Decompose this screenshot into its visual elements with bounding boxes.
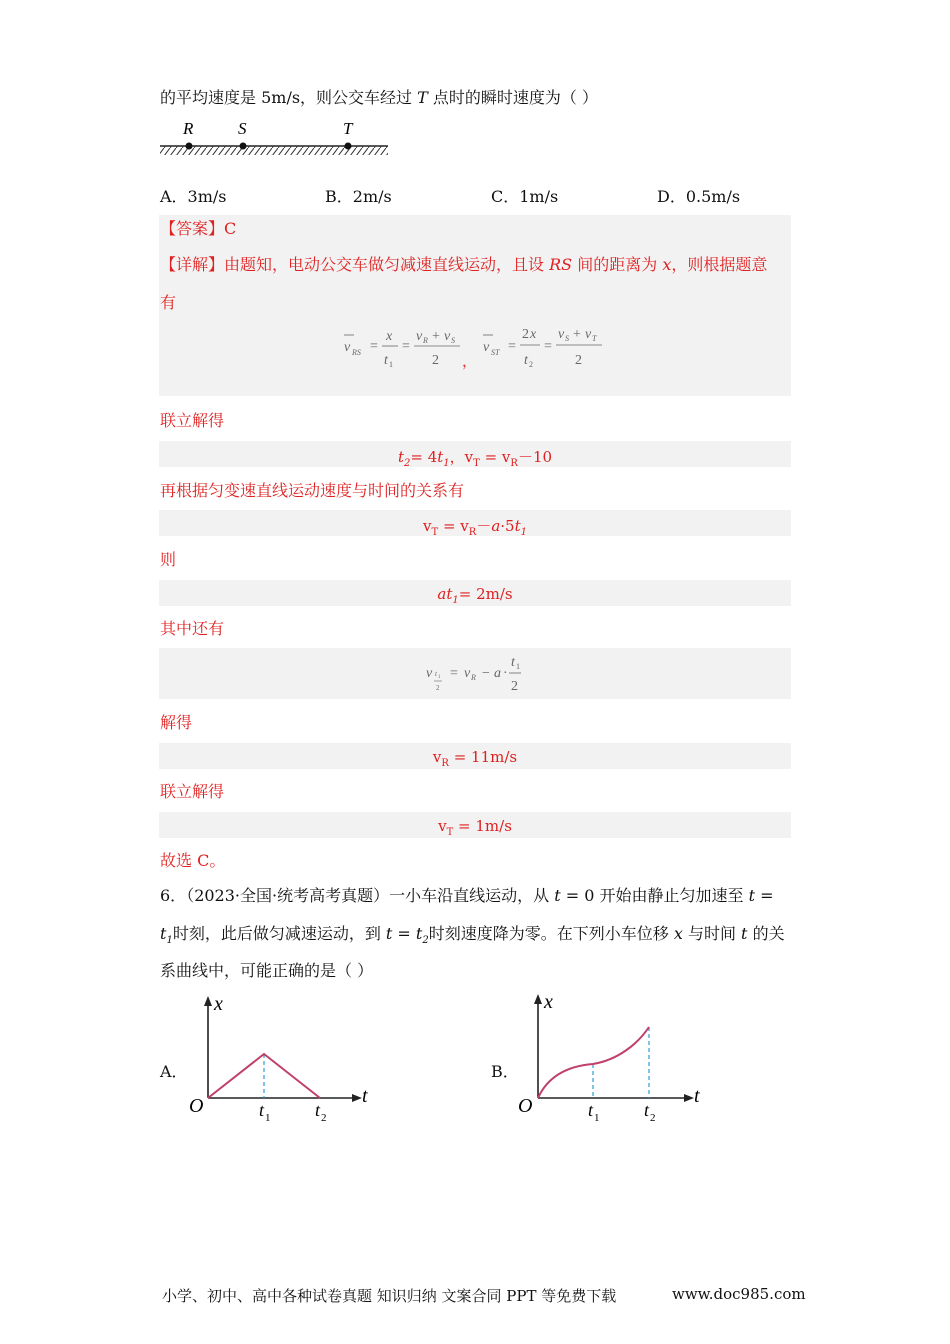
step5-equation: $v_R = 11m/s$ — [432, 748, 518, 769]
step6-equation: $v_T = 1m/s$ — [438, 817, 512, 838]
graph-b-axis-t: t — [694, 1085, 700, 1107]
label-s: S — [238, 119, 247, 138]
svg-text:a: a — [494, 666, 501, 681]
svg-text:−: − — [482, 666, 490, 681]
svg-text:2: 2 — [432, 353, 439, 368]
graph-a-axis-x: x — [214, 993, 223, 1015]
option-c[interactable]: C．1m/s — [491, 187, 559, 206]
graph-b[interactable] — [512, 990, 712, 1125]
detail-line: 【详解】由题知，电动公交车做匀减速直线运动，且设 RS 间的距离为 x，则根据题意 — [160, 255, 768, 274]
svg-text:v: v — [416, 329, 423, 344]
svg-text:=: = — [450, 666, 458, 681]
svg-text:v: v — [558, 327, 565, 342]
svg-text:1: 1 — [389, 360, 393, 369]
graph-b-label[interactable]: B． — [491, 1062, 519, 1081]
svg-text:+: + — [432, 329, 440, 344]
graph-a-label[interactable]: A． — [160, 1062, 188, 1081]
footer-url[interactable]: www.doc985.com — [672, 1285, 806, 1303]
svg-text:2: 2 — [575, 353, 582, 368]
graph-b-axis-x: x — [544, 991, 553, 1013]
graph-b-origin: O — [518, 1095, 533, 1117]
graph-a-axis-t: t — [362, 1085, 368, 1107]
svg-text:x: x — [386, 329, 393, 344]
q5-stem: 的平均速度是 5m/s，则公交车经过 T 点时的瞬时速度为（ ） — [160, 88, 598, 107]
svg-text:T: T — [592, 334, 597, 343]
svg-text:R: R — [471, 673, 476, 682]
option-b[interactable]: B．2m/s — [325, 187, 392, 206]
footer-text: 小学、初中、高中各种试卷真题 知识归纳 文案合同 PPT 等免费下载 — [162, 1287, 617, 1305]
point-r — [186, 143, 193, 150]
svg-text:t: t — [511, 655, 515, 670]
step3-equation: $at_1= 2m/s$ — [437, 585, 513, 606]
option-a[interactable]: A．3m/s — [160, 187, 227, 206]
graph-b-tick-t1: t — [588, 1100, 594, 1120]
step1-equation: $t_2= 4t_1$，$v_T = v_R-10$ — [397, 448, 553, 469]
road-diagram — [158, 116, 392, 160]
average-velocity-formula — [340, 318, 620, 378]
step4-label: 其中还有 — [160, 619, 225, 638]
svg-text:2: 2 — [522, 327, 529, 342]
svg-text:RS: RS — [352, 348, 361, 357]
svg-text:=: = — [544, 339, 552, 354]
step5-label: 解得 — [160, 713, 193, 732]
svg-text:v: v — [344, 340, 351, 355]
svg-text:R: R — [423, 336, 428, 345]
answer-line: 【答案】C — [160, 219, 237, 238]
graph-a-tick-t2-sub: 2 — [321, 1112, 327, 1124]
graph-b-tick-t1-sub: 1 — [594, 1112, 600, 1124]
svg-text:t: t — [384, 353, 388, 368]
graph-b-tick-t2-sub: 2 — [650, 1112, 656, 1124]
svg-text:x: x — [530, 327, 537, 342]
graph-a-origin: O — [189, 1095, 204, 1117]
step3-label: 则 — [160, 550, 177, 569]
q6-line-2: $t_1$时刻，此后做匀减速运动，到 $t = t_2$时刻速度降为零。在下列小车位移 x 与时间 t 的关 — [160, 924, 785, 947]
svg-text:=: = — [402, 339, 410, 354]
svg-text:v: v — [483, 340, 490, 355]
step2-equation: $v_T = v_R-a\cdot 5t_1$ — [423, 517, 527, 538]
conclusion: 故选 C。 — [160, 851, 226, 870]
svg-text:2: 2 — [511, 679, 518, 694]
graph-a-tick-t2: t — [315, 1100, 321, 1120]
svg-text:2: 2 — [529, 360, 533, 369]
q6-line-3: 系曲线中，可能正确的是（ ） — [160, 961, 374, 980]
svg-text:1: 1 — [516, 662, 520, 671]
svg-text:ST: ST — [491, 348, 500, 357]
svg-text:·: · — [503, 666, 508, 681]
svg-text:=: = — [508, 339, 516, 354]
svg-text:=: = — [370, 339, 378, 354]
graph-a-tick-t1: t — [259, 1100, 265, 1120]
svg-text:v: v — [444, 329, 451, 344]
svg-text:2: 2 — [436, 684, 440, 692]
svg-text:t: t — [524, 353, 528, 368]
svg-text:S: S — [451, 336, 455, 345]
step2-label: 再根据匀变速直线运动速度与时间的关系有 — [160, 481, 465, 500]
q6-line-1: 6．（2023·全国·统考高考真题）一小车沿直线运动，从 t = 0 开始由静止匀加速至 t = — [160, 886, 774, 905]
point-t — [345, 143, 352, 150]
svg-text:v: v — [426, 666, 433, 681]
point-s — [240, 143, 247, 150]
svg-text:+: + — [573, 327, 581, 342]
step6-label: 联立解得 — [160, 782, 225, 801]
svg-text:S: S — [565, 334, 569, 343]
option-d[interactable]: D．0.5m/s — [657, 187, 741, 206]
svg-text:1: 1 — [438, 675, 441, 680]
graph-b-tick-t2: t — [644, 1100, 650, 1120]
label-t: T — [343, 119, 353, 138]
svg-text:t: t — [435, 670, 437, 678]
step1-label: 联立解得 — [160, 411, 225, 430]
graph-a[interactable] — [180, 990, 380, 1125]
svg-text:v: v — [585, 327, 592, 342]
detail-cont: 有 — [160, 293, 177, 312]
svg-text:v: v — [464, 666, 471, 681]
graph-a-tick-t1-sub: 1 — [265, 1112, 271, 1124]
midtime-velocity-formula — [420, 650, 540, 698]
formula-comma: ， — [462, 352, 478, 370]
label-r: R — [183, 119, 194, 138]
